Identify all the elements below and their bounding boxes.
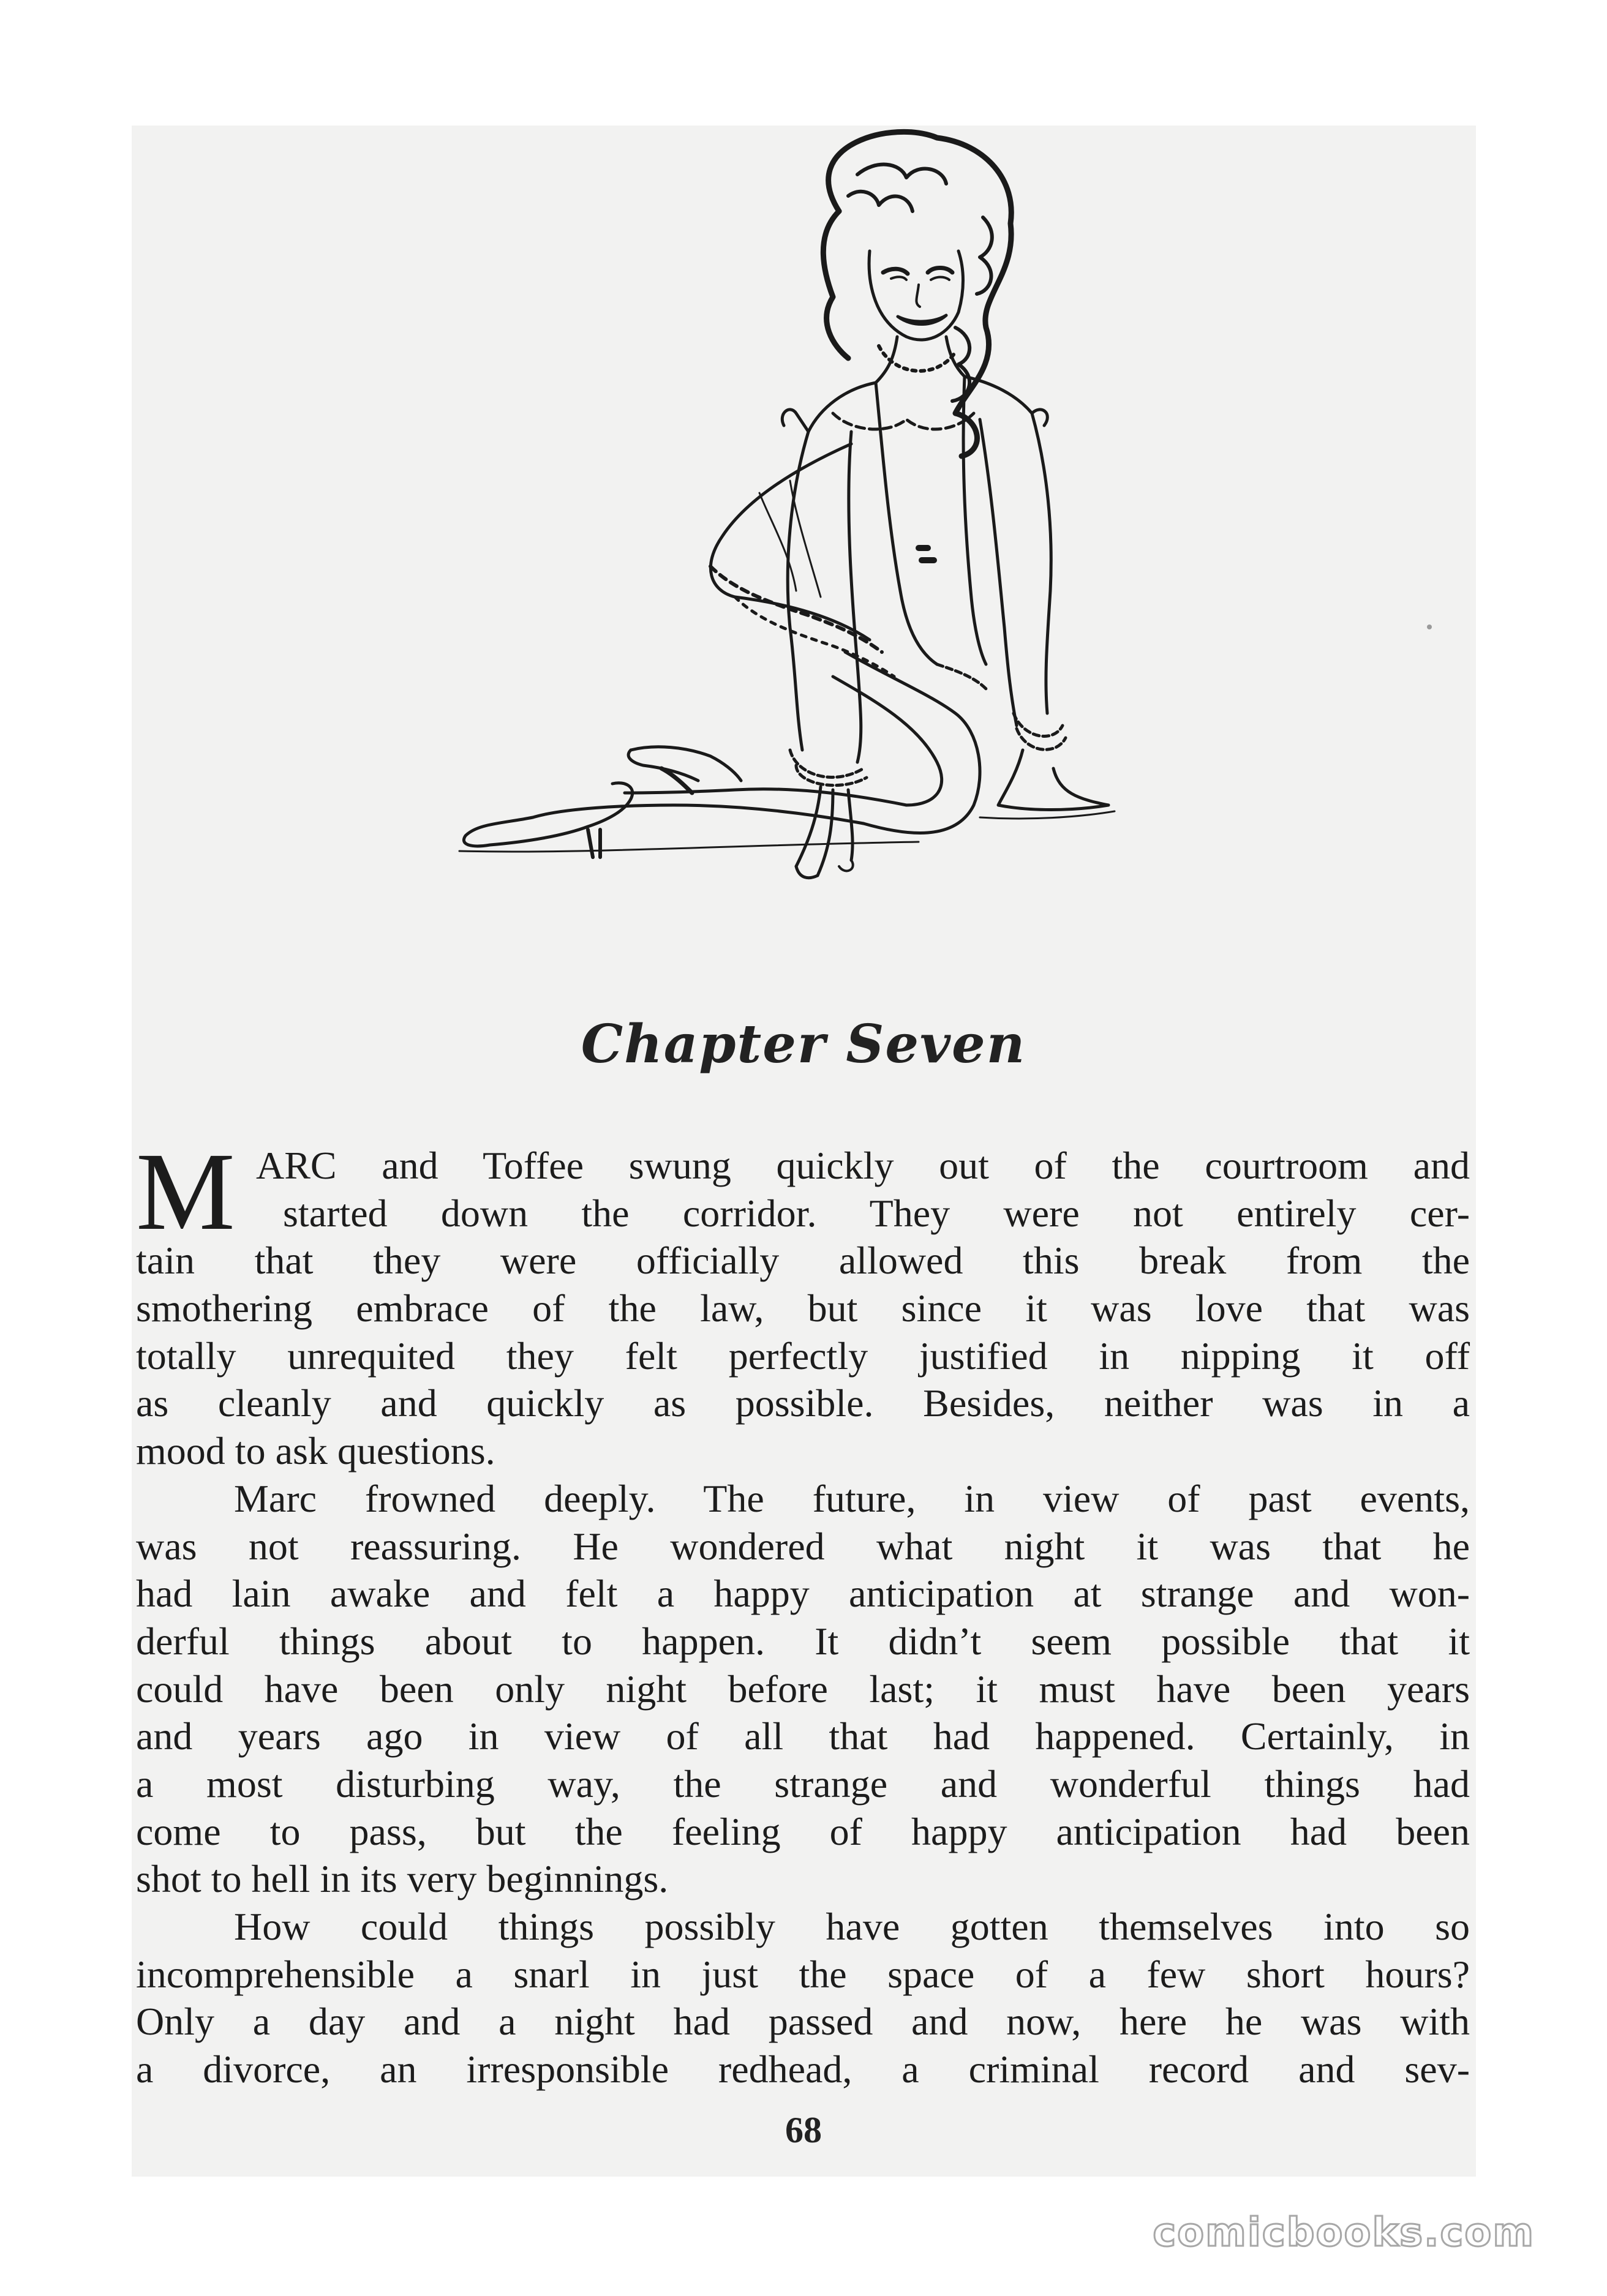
text-line: a most disturbing way, the strange and wonderful things had [136,1761,1470,1806]
text-line: and years ago in view of all that had happened. Certainly, in [136,1714,1470,1758]
drop-cap: M [136,1130,235,1253]
text-line: How could things possibly have gotten themselves into so [234,1905,1470,1948]
text-line: tain that they were officially allowed this break from the [136,1239,1470,1283]
text-line: totally unrequited they felt perfectly justified in nipping it off [136,1334,1470,1378]
text-line: a divorce, an irresponsible redhead, a criminal record and sev- [136,2047,1470,2092]
text-line: come to pass, but the feeling of happy anticipation had been [136,1809,1470,1853]
text-line: could have been only night before last; it must have been years [136,1667,1470,1711]
text-line: mood to ask questions. [136,1429,495,1473]
page-number: 68 [785,2110,822,2150]
text-line: as cleanly and quickly as possible. Besides, neither was in a [136,1381,1470,1425]
text-line: ARC and Toffee swung quickly out of the courtroom and [256,1144,1470,1187]
text-line: shot to hell in its very beginnings. [136,1857,669,1901]
text-line: was not reassuring. He wondered what night it was that he [136,1524,1470,1568]
text-line: incomprehensible a snarl in just the space of a few short hours? [136,1952,1470,1996]
watermark-logo: comicbooks.com [1153,2210,1535,2256]
chapter-title: Chapter Seven [581,1013,1026,1075]
body-text [136,1130,1470,2093]
kneeling-woman-illustration [367,126,1121,977]
text-line: started down the corridor. They were not entirely cer- [283,1191,1470,1235]
text-line: had lain awake and felt a happy anticipation at strange and won- [136,1572,1470,1616]
text-line: Only a day and a night had passed and now, here he was with [136,2000,1470,2044]
paper-speck [1427,625,1432,629]
text-line: Marc frowned deeply. The future, in view of past events, [234,1476,1470,1520]
text-line: smothering embrace of the law, but since it was love that was [136,1286,1470,1330]
text-line: derful things about to happen. It didn’t seem possible that it [136,1619,1470,1663]
